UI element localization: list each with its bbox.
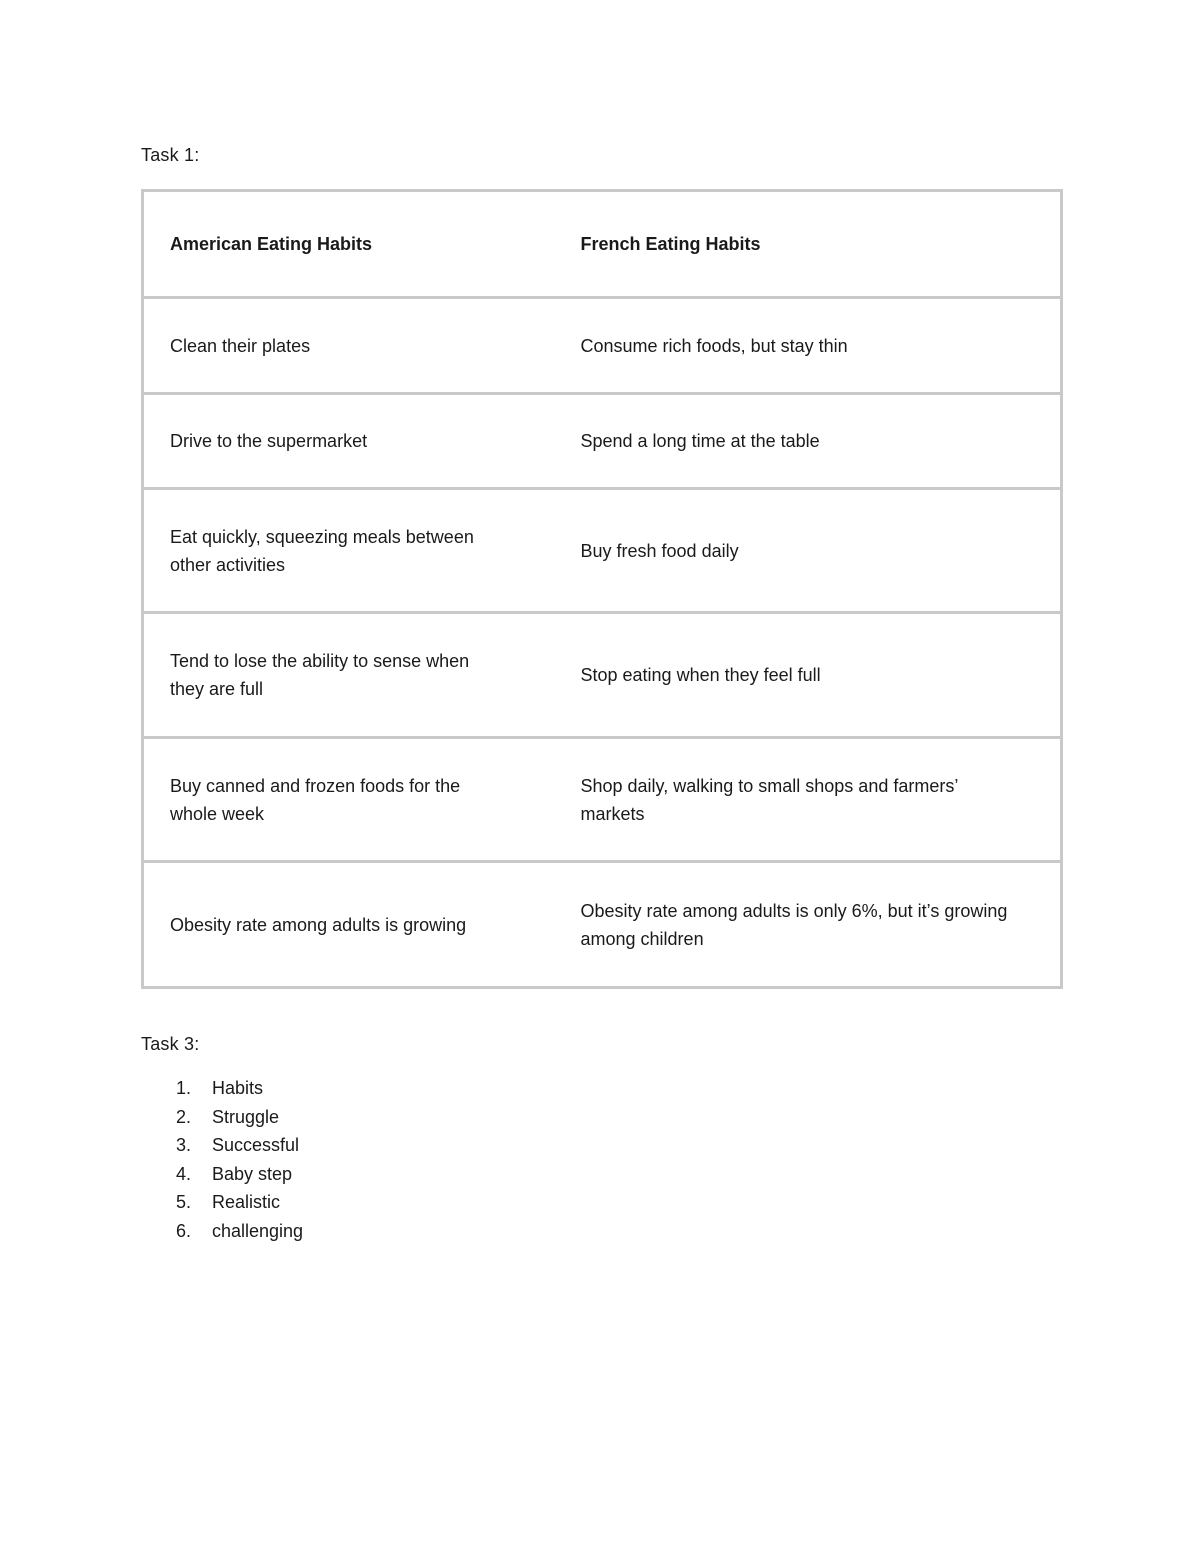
french-habit-cell: Consume rich foods, but stay thin xyxy=(552,298,1062,394)
list-item-text: Realistic xyxy=(212,1192,281,1213)
table-row xyxy=(143,738,1062,862)
american-habit-cell: Clean their plates xyxy=(143,298,552,394)
list-item xyxy=(141,1160,303,1189)
american-habit-cell: Eat quickly, squeezing meals between other activities xyxy=(143,489,552,613)
list-item-text: challenging xyxy=(212,1220,304,1241)
list-item xyxy=(141,1103,303,1132)
table-row xyxy=(143,298,1062,394)
list-item xyxy=(141,1188,303,1217)
french-habits-header: French Eating Habits xyxy=(580,234,761,254)
table-header-row xyxy=(143,191,1062,298)
table-row xyxy=(143,613,1062,738)
list-item-text: Successful xyxy=(212,1135,300,1156)
french-habit-cell: Obesity rate among adults is only 6%, but it’s growing among children xyxy=(552,862,1062,988)
french-habit-cell: Spend a long time at the table xyxy=(552,394,1062,489)
task3-answer-list xyxy=(141,1074,303,1246)
american-habit-cell: Obesity rate among adults is growing xyxy=(143,862,552,988)
list-item-number: 4. xyxy=(176,1163,192,1184)
list-item xyxy=(141,1217,303,1246)
french-habit-cell: Stop eating when they feel full xyxy=(552,613,1062,738)
list-item-text: Habits xyxy=(212,1078,264,1098)
list-item-text: Struggle xyxy=(212,1106,280,1127)
table-row xyxy=(143,489,1062,613)
list-item-number: 2. xyxy=(176,1106,192,1127)
american-habit-cell: Buy canned and frozen foods for the whole week xyxy=(143,738,552,862)
task1-heading: Task 1: xyxy=(141,145,200,165)
list-item-number: 3. xyxy=(176,1135,192,1156)
french-habit-cell: Shop daily, walking to small shops and farmers’ markets xyxy=(552,738,1062,862)
list-item-number: 1. xyxy=(176,1078,192,1098)
list-item xyxy=(141,1074,303,1103)
list-item-number: 6. xyxy=(176,1220,192,1241)
eating-habits-table xyxy=(141,189,1063,989)
table-row xyxy=(143,862,1062,988)
list-item-number: 5. xyxy=(176,1192,192,1213)
french-habit-cell: Buy fresh food daily xyxy=(552,489,1062,613)
list-item-text: Baby step xyxy=(212,1163,293,1184)
american-habit-cell: Drive to the supermarket xyxy=(143,394,552,489)
table-row xyxy=(143,394,1062,489)
task3-heading: Task 3: xyxy=(141,1034,200,1054)
american-habit-cell: Tend to lose the ability to sense when they are full xyxy=(143,613,552,738)
list-item xyxy=(141,1131,303,1160)
american-habits-header: American Eating Habits xyxy=(170,234,373,254)
